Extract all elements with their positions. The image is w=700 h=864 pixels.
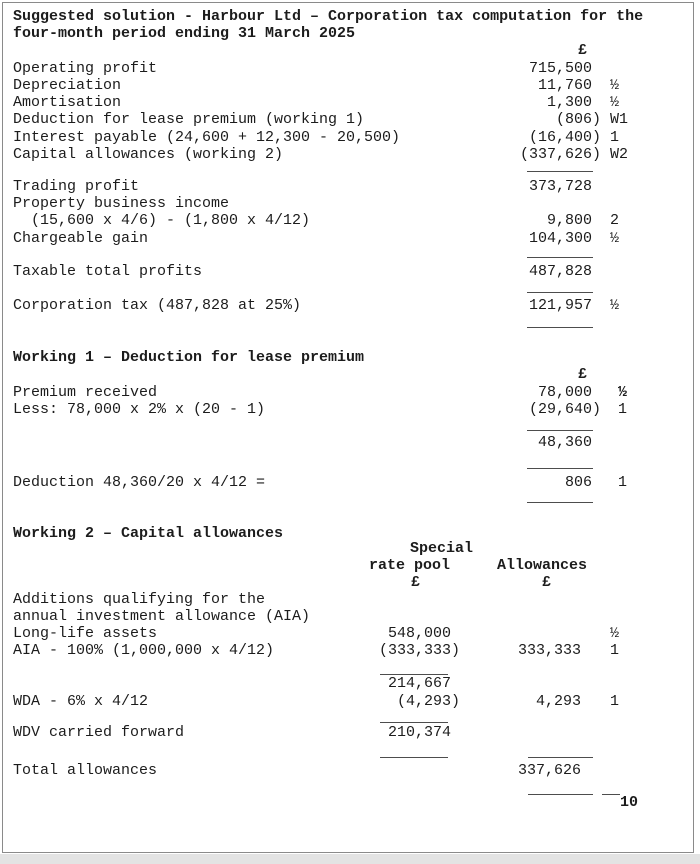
row-label: Taxable total profits [13, 263, 203, 280]
total-rule [380, 757, 448, 758]
c2-value: 337,626 [517, 762, 581, 779]
page-bottom-edge [0, 854, 700, 864]
amount-value: 487,828 [528, 263, 592, 280]
row-label: (15,600 x 4/6) - (1,800 x 4/12) [31, 212, 311, 229]
c2-value: 4,293 [535, 693, 581, 710]
row-label: WDA - 6% x 4/12 [13, 693, 149, 710]
c1-value: 210,374 [387, 724, 451, 741]
mark-value: ½ [610, 625, 620, 642]
main-currency-header: £ [577, 42, 587, 59]
amount-value: 373,728 [528, 178, 592, 195]
mark-value: 1 [610, 642, 620, 659]
row-label: Deduction for lease premium (working 1) [13, 111, 365, 128]
amount-value: (16,400) [528, 129, 601, 146]
c2-value: 333,333 [517, 642, 581, 659]
row-label: annual investment allowance (AIA) [13, 608, 311, 625]
working2-col1-header-line2: rate pool [369, 557, 451, 574]
c1-value: (333,333) [378, 642, 460, 659]
row-label: Capital allowances (working 2) [13, 146, 284, 163]
row-label: Amortisation [13, 94, 122, 111]
row-label: Corporation tax (487,828 at 25%) [13, 297, 302, 314]
mark-value: W1 [610, 111, 629, 128]
amount-value: 78,000 [537, 384, 592, 401]
total-rule [602, 794, 620, 795]
title-line-2: four-month period ending 31 March 2025 [13, 25, 356, 42]
amount-value: 11,760 [537, 77, 592, 94]
c1-value: 214,667 [387, 675, 451, 692]
amount-value: (29,640) [528, 401, 601, 418]
working2-col2-currency: £ [542, 574, 552, 591]
amount-value: (337,626) [519, 146, 601, 163]
total-rule [380, 722, 448, 723]
title-line-1: Suggested solution - Harbour Ltd – Corporation tax computation for the [13, 8, 644, 25]
total-rule [528, 794, 593, 795]
amount-value: 715,500 [528, 60, 592, 77]
row-label: Less: 78,000 x 2% x (20 - 1) [13, 401, 266, 418]
working2-col2-header: Allowances [497, 557, 588, 574]
amount-value: 1,300 [546, 94, 592, 111]
row-label: Deduction 48,360/20 x 4/12 = [13, 474, 266, 491]
row-label: AIA - 100% (1,000,000 x 4/12) [13, 642, 275, 659]
amount-value: 9,800 [546, 212, 592, 229]
mark-value: W2 [610, 146, 629, 163]
row-label: Premium received [13, 384, 158, 401]
row-label: Chargeable gain [13, 230, 149, 247]
c1-value: 548,000 [387, 625, 451, 642]
working2-col1-currency: £ [411, 574, 421, 591]
total-rule [528, 757, 593, 758]
row-label: Depreciation [13, 77, 122, 94]
working2-col1-header-line1: Special [410, 540, 474, 557]
row-label: Trading profit [13, 178, 140, 195]
row-label: Property business income [13, 195, 230, 212]
amount-value: 121,957 [528, 297, 592, 314]
working1-currency-header: £ [577, 366, 587, 383]
mark-value: 1 [610, 129, 620, 146]
mark-value: ½ [610, 230, 620, 247]
amount-value: 48,360 [537, 434, 592, 451]
working2-heading: Working 2 – Capital allowances [13, 525, 284, 542]
working1-heading: Working 1 – Deduction for lease premium [13, 349, 365, 366]
mark-value: 1 [618, 474, 628, 491]
row-label: Operating profit [13, 60, 158, 77]
mark-value: 1 [610, 693, 620, 710]
row-label: WDV carried forward [13, 724, 185, 741]
row-label: Additions qualifying for the [13, 591, 266, 608]
mark-value: ½ [610, 94, 620, 111]
amount-value: (806) [555, 111, 601, 128]
mark-value: ½ [610, 77, 620, 94]
row-label: Total allowances [13, 762, 158, 779]
row-label: Interest payable (24,600 + 12,300 - 20,500) [13, 129, 401, 146]
amount-value: 806 [564, 474, 592, 491]
row-label: Long-life assets [13, 625, 158, 642]
mark-value: 1 [618, 401, 628, 418]
mark-value: ½ [610, 297, 620, 314]
total-marks: 10 [620, 794, 639, 811]
mark-value: 2 [610, 212, 620, 229]
c1-value: (4,293) [396, 693, 460, 710]
mark-value: ½ [618, 384, 628, 401]
amount-value: 104,300 [528, 230, 592, 247]
